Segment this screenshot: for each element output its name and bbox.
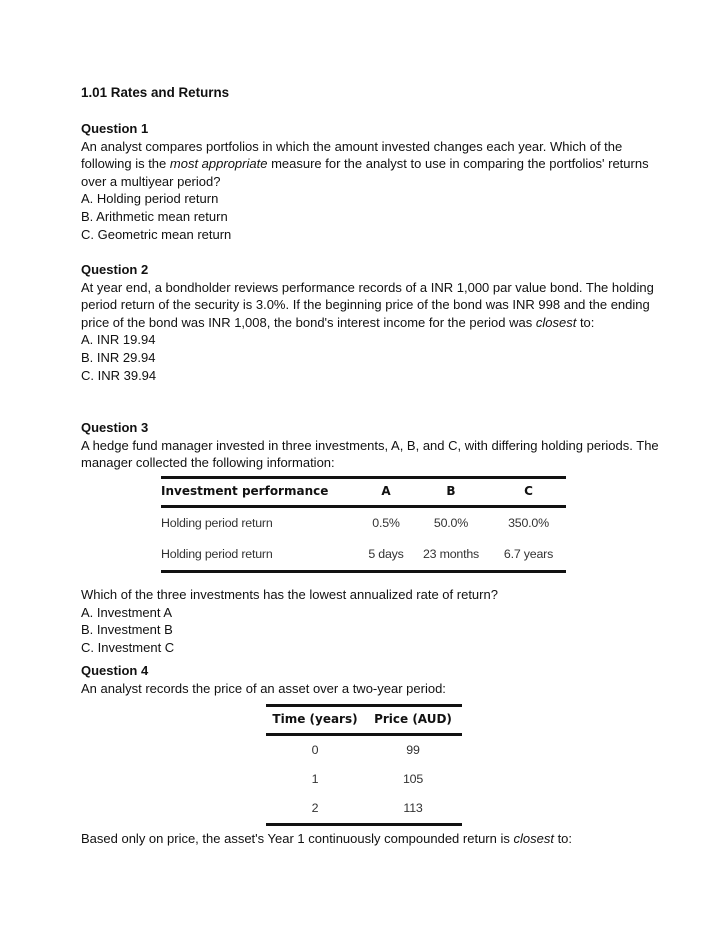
answer-option-a: A. Investment A — [81, 604, 173, 620]
answer-option-c: C. Geometric mean return — [81, 226, 232, 242]
answer-option-c: C. INR 39.94 — [81, 367, 157, 383]
table-header-cell: C — [491, 478, 566, 507]
question-text-emphasis: most appropriate — [169, 156, 268, 172]
question-text — [81, 279, 661, 332]
question-4 — [81, 662, 661, 846]
question-text: An analyst records the price of an asset over a two-year period: — [81, 680, 446, 696]
question-4-follow-up — [81, 830, 661, 848]
table-cell: 23 months — [411, 539, 491, 572]
answer-option-b: B. Arithmetic mean return — [81, 208, 228, 224]
question-text-part: measure for the analyst to use in comparing the portfolios' returns over a multiyear period? — [81, 156, 649, 189]
table-cell: Holding period return — [161, 515, 273, 530]
table-header-row — [161, 478, 566, 507]
investment-performance-table — [161, 476, 566, 573]
question-text-emphasis: closest — [513, 831, 554, 846]
table-cell: 6.7 years — [491, 539, 566, 572]
table-cell: 0 — [311, 742, 319, 757]
question-heading: Question 3 — [81, 420, 149, 435]
table-header-row — [266, 706, 462, 735]
question-1 — [81, 120, 661, 243]
answer-option-a: A. INR 19.94 — [81, 332, 156, 348]
document-page — [81, 84, 661, 846]
table-cell: 105 — [402, 771, 424, 786]
answer-option-c: C. Investment C — [81, 639, 175, 655]
question-3-follow-up — [81, 586, 661, 656]
answer-option-b: B. INR 29.94 — [81, 349, 156, 365]
question-text-part: to: — [553, 831, 573, 846]
table-cell: 1 — [311, 771, 319, 786]
question-text-part: Based only on price, the asset's Year 1 continuously compounded return is — [81, 831, 514, 846]
asset-price-table — [266, 704, 462, 826]
table-cell: 0.5% — [372, 515, 400, 530]
table-cell: 350.0% — [508, 515, 549, 530]
table-header-cell: Price (AUD) — [364, 706, 462, 735]
question-heading: Question 4 — [81, 663, 149, 678]
answer-option-b: B. Investment B — [81, 622, 173, 638]
question-text-part: An analyst compares portfolios in which the amount invested changes each year. Which of the following is the — [81, 138, 623, 172]
question-2 — [81, 261, 661, 384]
table-header-cell: Time (years) — [266, 706, 364, 735]
section-title: 1.01 Rates and Returns — [81, 85, 230, 100]
table-cell: Holding period return — [161, 539, 361, 572]
table-row — [266, 735, 462, 766]
table-cell: 50.0% — [433, 515, 469, 530]
question-heading: Question 2 — [81, 262, 149, 277]
table-header-cell: Investment performance — [161, 478, 361, 507]
table-row — [266, 765, 462, 794]
table-header-cell: A — [361, 478, 411, 507]
table-cell: 113 — [364, 794, 462, 825]
question-heading: Question 1 — [81, 121, 149, 136]
table-cell: 99 — [406, 742, 420, 757]
table-row — [266, 794, 462, 825]
question-text-part: At year end, a bondholder reviews performance records of a INR 1,000 par value bond. The holding period return of the security is 3.0%. If the beginning price of the bond was INR 998 and the ending price of the bond was INR 1,008, the bond's interest income for the period was — [81, 279, 654, 330]
table-cell: 2 — [266, 794, 364, 825]
table-cell: 5 days — [361, 539, 411, 572]
table-row — [161, 507, 566, 540]
question-follow-up-text — [81, 830, 661, 848]
question-text-emphasis: closest — [535, 314, 577, 330]
table-row — [161, 539, 566, 572]
table-header-cell: B — [411, 478, 491, 507]
answer-option-a: A. Holding period return — [81, 191, 219, 207]
question-text: A hedge fund manager invested in three investments, A, B, and C, with differing holding periods. The manager collected the following information: — [81, 437, 659, 471]
question-text — [81, 138, 661, 191]
question-follow-up-text: Which of the three investments has the lowest annualized rate of return? — [81, 587, 498, 602]
question-3 — [81, 419, 661, 655]
question-text-part: to: — [576, 314, 595, 330]
